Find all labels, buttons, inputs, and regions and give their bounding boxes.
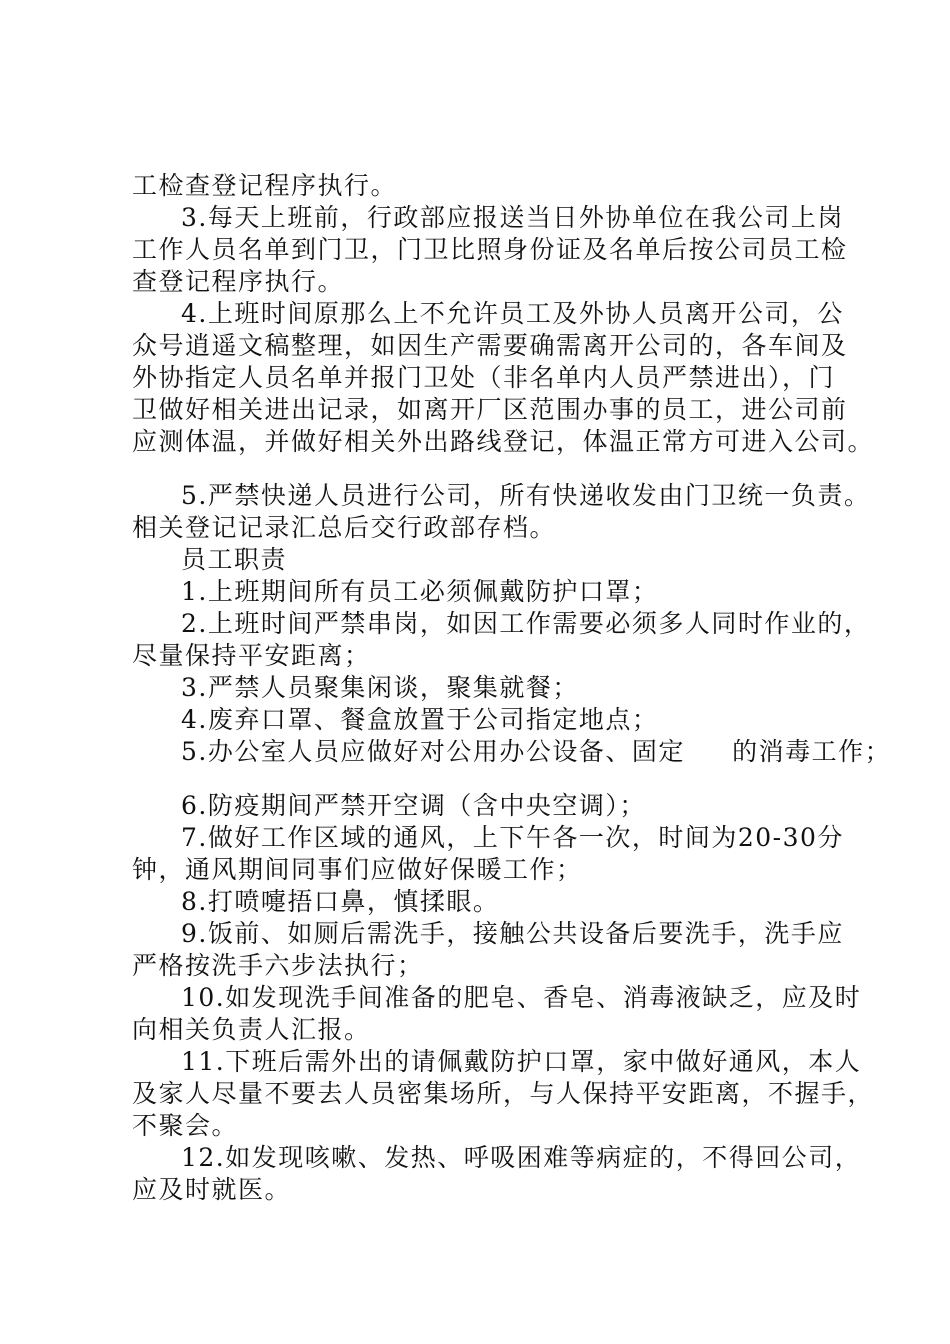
text-line: 2.上班时间严禁串岗，如因工作需要必须多人同时作业的， [181, 609, 871, 638]
text-line: 严格按洗手六步法执行； [132, 951, 424, 980]
text-line: 相关登记记录汇总后交行政部存档。 [132, 513, 557, 542]
paragraph-gap [132, 768, 832, 790]
text-line: 众号逍遥文稿整理，如因生产需要确需离开公司的，各车间及 [132, 331, 848, 360]
section-heading: 员工职责 [181, 545, 288, 574]
paragraph-gap [132, 458, 832, 480]
text-line: 4.废弃口罩、餐盒放置于公司指定地点； [181, 705, 659, 734]
text-line: 12.如发现咳嗽、发热、呼吸困难等病症的，不得回公司， [181, 1143, 862, 1172]
text-line: 应及时就医。 [132, 1175, 292, 1204]
text-line: 7.做好工作区域的通风，上下午各一次，时间为20-30分 [181, 823, 844, 852]
document-body [132, 170, 892, 1206]
text-line: 9.饭前、如厕后需洗手，接触公共设备后要洗手，洗手应 [181, 919, 844, 948]
text-line: 8.打喷嚏捂口鼻，慎揉眼。 [181, 887, 500, 916]
text-line: 4.上班时间原那么上不允许员工及外协人员离开公司，公 [181, 299, 844, 328]
text-line: 1.上班期间所有员工必须佩戴防护口罩； [181, 577, 659, 606]
text-line: 工作人员名单到门卫，门卫比照身份证及名单后按公司员工检 [132, 235, 848, 264]
text-line: 5.办公室人员应做好对公用办公设备、固定 的消毒工作； [181, 737, 892, 766]
text-line: 11.下班后需外出的请佩戴防护口罩，家中做好通风，本人 [181, 1047, 862, 1076]
text-line: 3.严禁人员聚集闲谈，聚集就餐； [181, 673, 579, 702]
text-line: 工检查登记程序执行。 [132, 171, 398, 200]
text-line: 5.严禁快递人员进行公司，所有快递收发由门卫统一负责。 [181, 481, 871, 510]
text-line: 外协指定人员名单并报门卫处（非名单内人员严禁进出），门 [132, 363, 836, 392]
text-line: 查登记程序执行。 [132, 267, 345, 296]
text-line: 10.如发现洗手间准备的肥皂、香皂、消毒液缺乏，应及时 [181, 983, 862, 1012]
text-line: 6.防疫期间严禁开空调（含中央空调）； [181, 791, 646, 820]
text-line: 钟，通风期间同事们应做好保暖工作； [132, 855, 583, 884]
text-line: 尽量保持平安距离； [132, 641, 371, 670]
text-line: 向相关负责人汇报。 [132, 1015, 371, 1044]
text-line: 及家人尽量不要去人员密集场所，与人保持平安距离，不握手， [132, 1079, 875, 1108]
text-line: 不聚会。 [132, 1111, 239, 1140]
text-line: 3.每天上班前，行政部应报送当日外协单位在我公司上岗 [181, 203, 844, 232]
text-line: 卫做好相关进出记录，如离开厂区范围办事的员工，进公司前 [132, 395, 848, 424]
text-line: 应测体温，并做好相关外出路线登记，体温正常方可进入公司。 [132, 427, 875, 456]
